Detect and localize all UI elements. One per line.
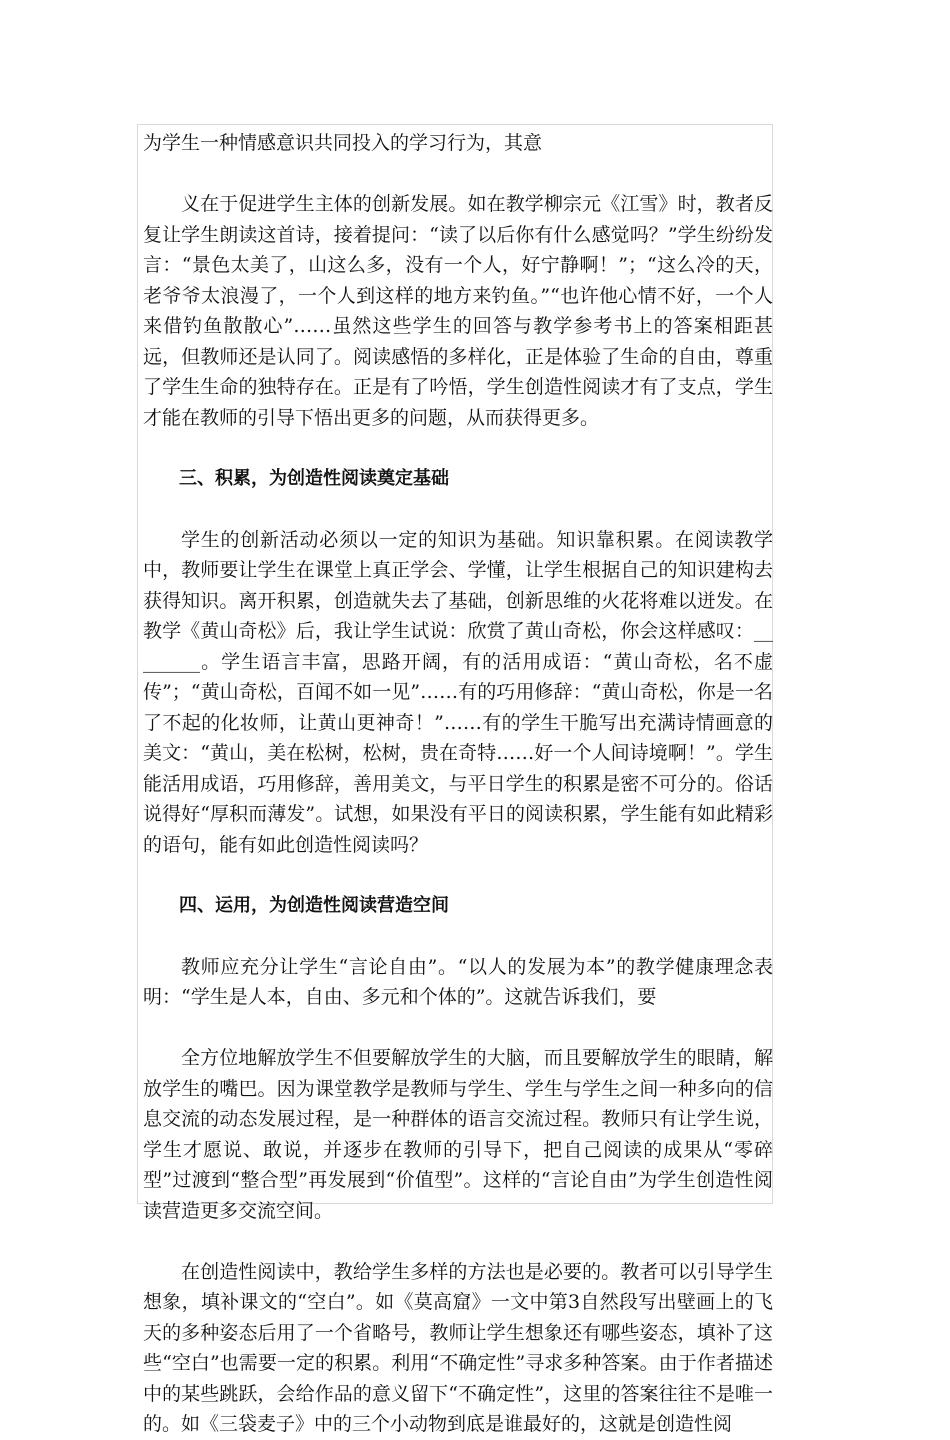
paragraph-gap bbox=[143, 1013, 773, 1044]
body-paragraph: 义在于促进学生主体的创新发展。如在教学柳宗元《江雪》时，教者反复让学生朗读这首诗，接着提问：“读了以后你有什么感觉吗？”学生纷纷发言：“景色太美了，山这么多，没有一个人，好宁静啊！”；“这么冷的天，老爷爷太浪漫了，一个人到这样的地方来钓鱼。”“也许他心情不好，一个人来借钓鱼散散心”……虽然这些学生的回答与教学参考书上的答案相距甚远，但教师还是认同了。阅读感悟的多样化，正是体验了生命的自由，尊重了学生生命的独特存在。正是有了吟悟，学生创造性阅读才有了支点，学生才能在教师的引导下悟出更多的问题，从而获得更多。 bbox=[143, 193, 773, 429]
body-paragraph: 为学生一种情感意识共同投入的学习行为，其意 bbox=[143, 132, 543, 154]
section-heading: 四、运用，为创造性阅读营造空间 bbox=[179, 894, 449, 916]
paragraph-gap bbox=[143, 921, 773, 952]
paragraph-gap bbox=[143, 860, 773, 891]
paragraph-gap bbox=[143, 1226, 773, 1257]
body-paragraph: 全方位地解放学生不但要解放学生的大脑，而且要解放学生的眼睛，解放学生的嘴巴。因为课堂教学是教师与学生、学生与学生之间一种多向的信息交流的动态发展过程，是一种群体的语言交流过程。教师只有让学生说，学生才愿说、敢说，并逐步在教师的引导下，把自己阅读的成果从“零碎型”过渡到“整合型”再发展到“价值型”。这样的“言论自由”为学生创造性阅读营造更多交流空间。 bbox=[143, 1047, 773, 1222]
section-heading: 三、积累，为创造性阅读奠定基础 bbox=[179, 467, 449, 489]
body-paragraph: 学生的创新活动必须以一定的知识为基础。知识靠积累。在阅读教学中，教师要让学生在课堂上真正学会、学懂，让学生根据自己的知识建构去获得知识。离开积累，创造就失去了基础，创新思维的火花将难以迸发。在教学《黄山奇松》后，我让学生试说：欣赏了黄山奇松，你会这样感叹：________。学生语言丰富，思路开阔，有的活用成语：“黄山奇松，名不虚传”；“黄山奇松，百闻不如一见”……有的巧用修辞：“黄山奇松，你是一名了不起的化妆师，让黄山更神奇！”……有的学生干脆写出充满诗情画意的美文：“黄山，美在松树，松树，贵在奇特……好一个人间诗境啊！”。学生能活用成语，巧用修辞，善用美文，与平日学生的积累是密不可分的。俗话说得好“厚积而薄发”。试想，如果没有平日的阅读积累，学生能有如此精彩的语句，能有如此创造性阅读吗？ bbox=[143, 528, 773, 856]
body-paragraph: 在创造性阅读中，教给学生多样的方法也是必要的。教者可以引导学生想象，填补课文的“空白”。如《莫高窟》一文中第3自然段写出壁画上的飞天的多种姿态后用了一个省略号，教师让学生想象还有哪些姿态，填补了这些“空白”也需要一定的积累。利用“不确定性”寻求多种答案。由于作者描述中的某些跳跃，会给作品的意义留下“不确定性”，这里的答案往往不是唯一的。如《三袋麦子》中的三个小动物到底是谁最好的，这就是创造性阅 bbox=[143, 1260, 773, 1435]
paragraph-gap bbox=[143, 433, 773, 464]
paragraph-gap bbox=[143, 159, 773, 190]
document-body bbox=[143, 128, 773, 1440]
paragraph-gap bbox=[143, 494, 773, 525]
body-paragraph: 教师应充分让学生“言论自由”。“以人的发展为本”的教学健康理念表明：“学生是人本，自由、多元和个体的”。这就告诉我们，要 bbox=[143, 955, 773, 1008]
